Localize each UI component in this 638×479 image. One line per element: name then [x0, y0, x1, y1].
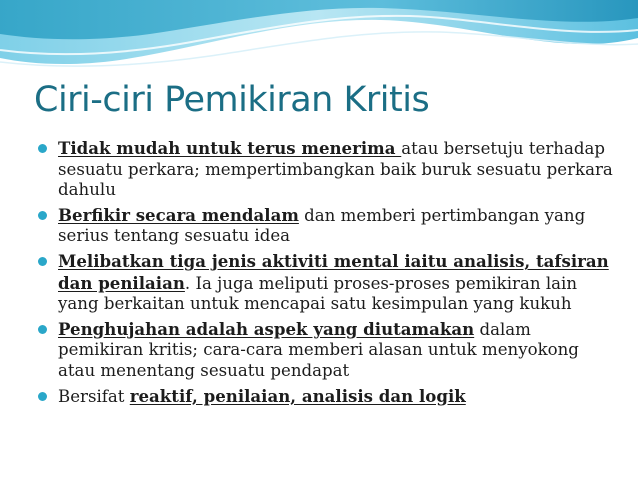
bullet-text: dalam pemikiran kritis; cara-cara memberi alasan untuk menyokong atau menentang sesuatu pendapat: [58, 319, 579, 380]
bullet-dot-icon: [38, 211, 47, 220]
bullet-emphasis: reaktif, penilaian, analisis dan logik: [129, 385, 466, 406]
bullet-item: [38, 251, 613, 315]
wave-decoration: [0, 0, 638, 78]
bullet-emphasis: Melibatkan tiga jenis aktiviti mental iaitu analisis, tafsiran dan penilaian: [58, 250, 609, 293]
bullet-dot-icon: [38, 144, 47, 153]
bullet-text: dan memberi pertimbangan yang serius tentang sesuatu idea: [58, 205, 586, 246]
bullet-text: atau bersetuju terhadap sesuatu perkara; mempertimbangkan baik buruk sesuatu perkara dahulu: [58, 139, 613, 200]
bullet-list: [38, 138, 613, 411]
bullet-dot-icon: [38, 257, 47, 266]
bullet-item: [38, 138, 613, 201]
slide-title: Ciri-ciri Pemikiran Kritis: [34, 80, 430, 120]
bullet-emphasis: Berfikir secara mendalam: [58, 204, 299, 225]
bullet-item: [38, 205, 613, 247]
bullet-emphasis: Penghujahan adalah aspek yang diutamakan: [58, 318, 475, 339]
bullet-dot-icon: [38, 325, 47, 334]
header-wave-band: [0, 0, 638, 78]
bullet-text: Bersifat: [58, 386, 130, 406]
bullet-item: [38, 386, 613, 408]
bullet-emphasis: Tidak mudah untuk terus menerima: [58, 138, 402, 158]
bullet-item: [38, 319, 613, 382]
bullet-text: . Ia juga meliputi proses-proses pemikiran lain yang berkaitan untuk mencapai satu kesimpulan yang kukuh: [58, 273, 578, 314]
bullet-dot-icon: [38, 392, 47, 401]
